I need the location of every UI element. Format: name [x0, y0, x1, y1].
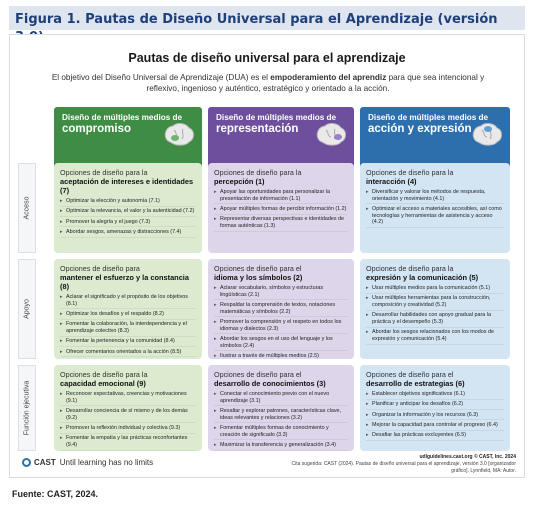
poster-subtitle [40, 72, 496, 94]
guideline-cell-9 [54, 365, 202, 451]
cast-logo-word: CAST [34, 458, 56, 467]
checkpoint-list [60, 294, 196, 357]
guideline-cell-8 [54, 259, 202, 359]
cast-logo-icon [22, 458, 31, 467]
checkpoint-item: ▸ Abordar sesgos, amenazas y distracciones (7.4) [60, 229, 196, 238]
figure-title: Figura 1. Pautas de Diseño Universal para el Aprendizaje (versión [15, 12, 498, 27]
checkpoint-item: ▸ Representar diversas perspectivas e identidades de formas auténticas (1.3) [214, 216, 348, 231]
checkpoint-item: ▸ Aclarar vocabulario, símbolos y estructuras lingüísticas (2.1) [214, 285, 348, 300]
row-label-access [18, 163, 36, 253]
row-label-executive-function [18, 365, 36, 451]
brain-icon [470, 121, 504, 149]
checkpoint-item: ▸ Resaltar y explorar patrones, características clave, ideas relevantes y relaciones (3.2) [214, 408, 348, 423]
subtitle-text-start: El objetivo del Diseño Universal de Aprendizaje (DUA) es el [51, 73, 271, 82]
checkpoint-item: ▸ Promover la alegría y el juego (7.3) [60, 219, 196, 228]
row-label-text: Función ejecutiva [23, 380, 31, 436]
row-label-text: Acceso [23, 196, 31, 220]
checkpoint-item: ▸ Optimizar el acceso a materiales accesibles, así como tecnologías y herramientas de asistencia y acceso (4.2) [366, 206, 504, 228]
cell-heading: desarrollo de conocimientos (3) [214, 379, 326, 388]
cell-lead: Opciones de diseño para la [214, 168, 302, 177]
source-note: Fuente: CAST, 2024. [12, 489, 99, 499]
column-header-small: Diseño de múltiples medios de [216, 113, 337, 122]
cell-heading: desarrollo de estrategias (6) [366, 379, 465, 388]
cell-heading: capacidad emocional (9) [60, 379, 146, 388]
guideline-cell-3 [208, 365, 354, 451]
figure-header [9, 6, 525, 30]
column-header-big: representación [216, 123, 299, 135]
footer-citation-text: Cita sugerida: CAST (2024). Pautas de diseño universal para el aprendizaje, versión 3.0 [organizador gráfico]. Lynnfield, MA: Autor. [291, 461, 516, 474]
checkpoint-item: ▸ Apoyar múltiples formas de percibir información (1.2) [214, 206, 348, 215]
checkpoint-item: ▸ Conectar el conocimiento previo con el nuevo aprendizaje (3.1) [214, 391, 348, 406]
checkpoint-item: ▸ Aclarar el significado y el propósito de los objetivos (8.1) [60, 294, 196, 309]
cell-heading: aceptación de intereses e identidades (7) [60, 177, 194, 195]
cell-heading: expresión y la comunicación (5) [366, 273, 479, 282]
cell-lead: Opciones de diseño para la [60, 168, 148, 177]
column-header-big: acción y expresión [368, 123, 472, 135]
guideline-cell-7 [54, 163, 202, 253]
checkpoint-item: ▸ Fomentar la empatía y las prácticas reconfortantes (9.4) [60, 435, 196, 450]
checkpoint-list [366, 189, 504, 228]
column-header-small: Diseño de múltiples medios de [368, 113, 489, 122]
checkpoint-item: ▸ Optimizar la elección y autonomía (7.1) [60, 198, 196, 207]
checkpoint-item: ▸ Apoyar las oportunidades para personalizar la presentación de información (1.1) [214, 189, 348, 204]
checkpoint-item: ▸ Desafiar las prácticas excluyentes (6.5) [366, 432, 504, 441]
checkpoint-item: ▸ Diversificar y valorar los métodos de respuesta, orientación y movimiento (4.1) [366, 189, 504, 204]
cast-logo [22, 458, 153, 467]
footer-citation [276, 454, 516, 475]
cell-lead: Opciones de diseño para la [366, 264, 454, 273]
subtitle-text-end: para que sea intencional y reflexivo, ingenioso y auténtico, estratégico y orientado a la acción. [146, 73, 485, 93]
column-header-big: compromiso [62, 123, 132, 135]
checkpoint-item: ▸ Mejorar la capacidad para controlar el progreso (6.4) [366, 422, 504, 431]
checkpoint-item: ▸ Abordar los sesgos en el uso del lenguaje y los símbolos (2.4) [214, 336, 348, 351]
checkpoint-list [214, 285, 348, 359]
cell-lead: Opciones de diseño para la [60, 370, 148, 379]
checkpoint-item: ▸ Desarrollar habilidades con apoyo gradual para la práctica y el desempeño (5.3) [366, 312, 504, 327]
checkpoint-item: ▸ Reconocer expectativas, creencias y motivaciones (9.1) [60, 391, 196, 406]
brain-icon [162, 121, 196, 149]
checkpoint-item: ▸ Promover la reflexión individual y colectiva (9.3) [60, 425, 196, 434]
guideline-cell-6 [360, 365, 510, 451]
checkpoint-list [60, 198, 196, 238]
checkpoint-item: ▸ Optimizar los desafíos y el respaldo (8.2) [60, 311, 196, 320]
checkpoint-item: ▸ Organizar la información y los recursos (6.3) [366, 412, 504, 421]
checkpoint-item: ▸ Fomentar múltiples formas de conocimiento y creación de significado (3.3) [214, 425, 348, 440]
checkpoint-item: ▸ Planificar y anticipar los desafíos (6.2) [366, 401, 504, 410]
guideline-cell-1 [208, 163, 354, 253]
cell-lead: Opciones de diseño para [60, 264, 140, 273]
checkpoint-item: ▸ Ofrecer comentarios orientados a la acción (8.5) [60, 349, 196, 358]
checkpoint-item: ▸ Fomentar la pertenencia y la comunidad (8.4) [60, 338, 196, 347]
cell-heading: mantener el esfuerzo y la constancia (8) [60, 273, 189, 291]
checkpoint-item: ▸ Ilustrar a través de múltiples medios (2.5) [214, 353, 348, 359]
checkpoint-list [214, 189, 348, 232]
checkpoint-item: ▸ Abordar los sesgos relacionados con los modos de expresión y comunicación (5.4) [366, 329, 504, 344]
cell-heading: interacción (4) [366, 177, 417, 186]
subtitle-emphasis: empoderamiento del aprendiz [270, 73, 387, 82]
checkpoint-list [366, 391, 504, 441]
checkpoint-item: ▸ Desarrollar conciencia de sí mismo y de los demás (9.2) [60, 408, 196, 423]
cell-lead: Opciones de diseño para la [366, 168, 454, 177]
checkpoint-item: ▸ Maximizar la transferencia y generalización (3.4) [214, 442, 348, 451]
cell-lead: Opciones de diseño para el [366, 370, 454, 379]
checkpoint-item: ▸ Usar múltiples herramientas para la construcción, composición y creatividad (5.2) [366, 295, 504, 310]
checkpoint-item: ▸ Fomentar la colaboración, la interdependencia y el aprendizaje colectivo (8.3) [60, 321, 196, 336]
checkpoint-item: ▸ Usar múltiples medios para la comunicación (5.1) [366, 285, 504, 294]
footer-url: udlguidelines.cast.org © CAST, Inc. 2024 [419, 454, 516, 460]
column-header-small: Diseño de múltiples medios de [62, 113, 183, 122]
guideline-cell-5 [360, 259, 510, 359]
guideline-cell-2 [208, 259, 354, 359]
poster-title: Pautas de diseño universal para el aprendizaje [128, 51, 406, 65]
checkpoint-item: ▸ Promover la comprensión y el respeto en todos los idiomas y dialectos (2.3) [214, 319, 348, 334]
checkpoint-list [214, 391, 348, 451]
row-label-text: Apoyo [23, 299, 31, 319]
udl-poster [9, 34, 525, 478]
cell-heading: percepción (1) [214, 177, 265, 186]
checkpoint-list [60, 391, 196, 451]
cell-heading: idioma y los símbolos (2) [214, 273, 303, 282]
cell-lead: Opciones de diseño para el [214, 264, 302, 273]
cast-tagline: Until learning has no limits [59, 458, 154, 467]
checkpoint-item: ▸ Optimizar la relevancia, el valor y la autenticidad (7.2) [60, 208, 196, 217]
brain-icon [314, 121, 348, 149]
checkpoint-item: ▸ Respaldar la comprensión de textos, notaciones matemáticas y símbolos (2.2) [214, 302, 348, 317]
checkpoint-item: ▸ Establecer objetivos significativos (6.1) [366, 391, 504, 400]
row-label-support [18, 259, 36, 359]
checkpoint-list [366, 285, 504, 345]
cell-lead: Opciones de diseño para el [214, 370, 302, 379]
guideline-cell-4 [360, 163, 510, 253]
